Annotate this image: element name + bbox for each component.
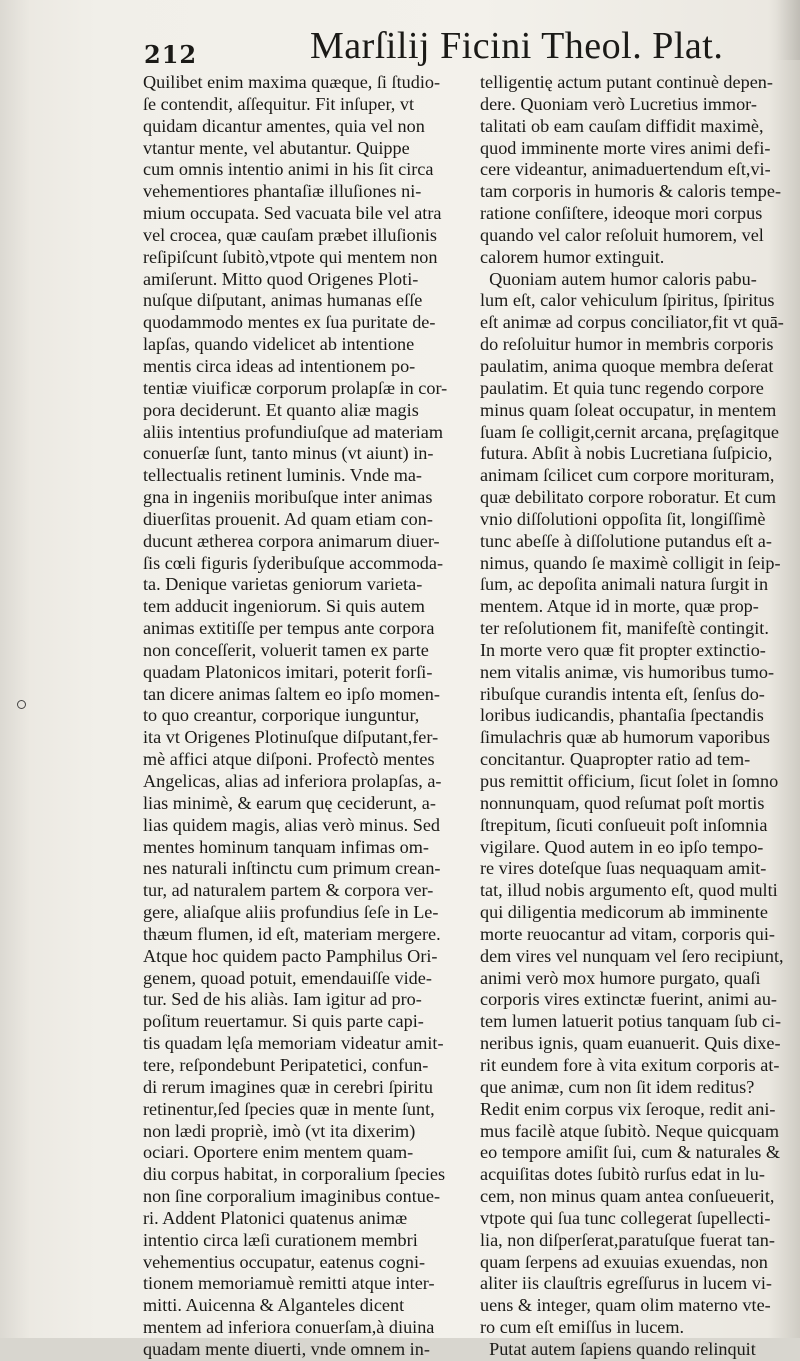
text-line: rit eundem fore à vita exitum corporis at- — [480, 1054, 780, 1075]
text-line: lias minimè, & earum quę ceciderunt, a- — [143, 792, 436, 813]
text-line: calorem humor extinguit. — [480, 246, 665, 267]
text-line: tellectualis retinent luminis. Vnde ma- — [143, 465, 422, 486]
page-header — [140, 18, 800, 68]
text-line: eo tempore amiſit ſui, cum & naturales & — [480, 1142, 781, 1163]
text-line: vehementiores phantaſiæ illuſiones ni- — [143, 181, 422, 202]
text-line: lia, non diſperſerat,paratuſque fuerat tan- — [480, 1229, 775, 1250]
text-line: quodammodo mentes ex ſua puritate de- — [143, 312, 436, 333]
gutter-shadow — [0, 0, 30, 1338]
text-line: Angelicas, alias ad inferiora prolapſas, a- — [143, 771, 442, 791]
text-line: gere, aliaſque aliis profundius ſeſe in Le- — [143, 902, 439, 923]
text-line: ter reſolutionem fit, manifeſtè contingit. — [480, 618, 769, 639]
text-line: quæ debilitato corpore roboratur. Et cum — [480, 487, 776, 508]
text-line: neribus ignis, quam euanuerit. Quis dixe- — [480, 1033, 781, 1054]
text-line: tentiæ viuificæ corporum prolapſæ in cor- — [143, 377, 448, 398]
text-line: quadam mente diuerti, vnde omnem in- — [143, 1338, 430, 1359]
text-line: qui diligentia medicorum ab imminente — [480, 902, 768, 923]
text-line: re vires doteſque ſuas nequaquam amit- — [480, 858, 767, 879]
text-line: ta. Denique varietas geniorum varieta- — [143, 574, 423, 595]
text-line: ro cum eſt emiſſus in lucem. — [480, 1317, 685, 1338]
text-line: uens & integer, quam olim materno vte- — [480, 1295, 771, 1316]
text-line: mentis circa ideas ad intentionem po- — [143, 355, 416, 376]
text-line: ita vt Origenes Plotinuſque diſputant,fer- — [143, 727, 439, 748]
text-line: tan dicere animas ſaltem eo ipſo momen- — [143, 683, 440, 704]
text-line: diu corpus habitat, in corporalium ſpecies — [143, 1164, 446, 1185]
text-line: ſis cœli figuris ſyderibuſque accommoda- — [143, 552, 444, 573]
text-line: loribus iudicandis, phantaſia ſpectandis — [480, 705, 764, 726]
text-line: vnio diſſolutioni oppoſita ſit, longiſſimè — [480, 508, 766, 529]
text-line: vtantur mente, vel abutantur. Quippe — [143, 137, 410, 158]
text-line: animas extitiſſe per tempus ante corpora — [143, 618, 435, 639]
text-line: ratione conſiſtere, ideoque mori corpus — [480, 203, 763, 224]
text-line: ſum, ac depoſita animali natura ſurgit in — [480, 574, 769, 595]
text-line: vtpote qui ſua tunc collegerat ſupellecti- — [480, 1207, 771, 1228]
text-line: ſimulachris quæ ab humorum vaporibus — [480, 727, 770, 748]
text-line: non conceſſerit, voluerit tamen ex parte — [143, 639, 429, 660]
text-line: mentem ad inferiora conuerſam,à diuina — [143, 1317, 435, 1338]
text-line: mentem. Atque id in morte, quæ prop- — [480, 596, 759, 617]
text-line: animam ſcilicet cum corpore morituram, — [480, 465, 775, 486]
text-line: animi verò mox humore purgato, quaſi — [480, 967, 761, 988]
text-line: paulatim. Et quia tunc regendo corpore — [480, 377, 764, 398]
right-text-column — [480, 72, 800, 1361]
text-line: mentes hominum tanquam infimas om- — [143, 836, 429, 857]
text-line: quando vel calor reſoluit humorem, vel — [480, 224, 764, 245]
text-line: pora deciderunt. Et quanto aliæ magis — [143, 399, 419, 420]
text-line: quod imminente morte vires animi defi- — [480, 137, 771, 158]
text-line: Quilibet enim maxima quæque, ſi ſtudio- — [143, 72, 441, 92]
text-line: cum omnis intentio animi in his ſit circa — [143, 159, 434, 180]
text-line: quam ſerpens ad exuuias exuendas, non — [480, 1251, 768, 1272]
text-line: futura. Abſit à nobis Lucretiana ſuſpicio, — [480, 443, 773, 464]
text-line: lapſas, quando videlicet ab intentione — [143, 334, 415, 355]
text-line: vel crocea, quæ cauſam præbet illuſionis — [143, 224, 437, 245]
text-line: talitati ob eam cauſam diffidit maximè, — [480, 115, 764, 136]
text-line: do reſoluitur humor in membris corporis — [480, 334, 774, 355]
text-line: vehementius occupatur, eatenus cogni- — [143, 1251, 426, 1272]
text-line: Redit enim corpus vix ſeroque, redit ani- — [480, 1098, 776, 1119]
text-line: mè affici atque diſponi. Profectò mentes — [143, 749, 435, 770]
text-line: dem vires vel nunquam vel ſero recipiunt, — [480, 945, 784, 966]
text-line: ribuſque curandis intenta eſt, ſenſus do- — [480, 683, 765, 704]
text-line: thæum flumen, id eſt, materiam mergere. — [143, 923, 441, 944]
text-line: nuſque diſputant, animas humanas eſſe — [143, 290, 423, 311]
text-line: acquiſitas dotes ſubitò rurſus edat in lu- — [480, 1164, 765, 1185]
text-line: que animæ, cum non ſit idem reditus? — [480, 1076, 755, 1097]
text-line: morte reuocantur ad vitam, corporis qui- — [480, 923, 775, 944]
text-line: diuerſitas prouenit. Ad quam etiam con- — [143, 508, 433, 529]
text-line: tam corporis in humoris & caloris tempe- — [480, 181, 782, 202]
text-line: tunc abeſſe à diſſolutione putandus eſt a- — [480, 530, 772, 551]
left-text-column — [143, 72, 463, 1361]
running-title: Marſilij Ficini Theol. Plat. — [310, 25, 724, 67]
text-line: tem adducit ingeniorum. Si quis autem — [143, 596, 425, 617]
text-line: nem vitalis animæ, vis humoribus tumo- — [480, 661, 775, 682]
text-line: Quoniam autem humor caloris pabu- — [480, 268, 757, 289]
text-line: nimus, quando ſe maximè colligit in ſeip- — [480, 552, 781, 573]
text-line: tionem memoriamuè remitti atque inter- — [143, 1273, 435, 1294]
text-line: minus quam ſoleat occupatur, in mentem — [480, 399, 777, 420]
text-line: aliter iis clauſtris egreſſurus in lucem vi- — [480, 1273, 772, 1294]
margin-ring-mark — [17, 700, 26, 709]
text-line: tem lumen latuerit potius tanquam ſub ci- — [480, 1011, 782, 1032]
text-line: nonnunquam, quod reſumat poſt mortis — [480, 792, 765, 813]
text-line: mus facilè atque ſubitò. Neque quicquam — [480, 1120, 779, 1141]
text-line: cem, non minus quam antea conſueuerit, — [480, 1186, 775, 1207]
text-line: amiſerunt. Mitto quod Origenes Ploti- — [143, 268, 419, 289]
text-line: eſt animæ ad corpus conciliator,fit vt quā- — [480, 312, 784, 333]
text-line: dere. Quoniam verò Lucretius immor- — [480, 93, 757, 114]
text-line: tur, ad naturalem partem & corpora ver- — [143, 880, 434, 901]
text-line: ſtrepitum, ſicuti conſueuit poſt inſomnia — [480, 814, 768, 835]
text-line: In morte vero quæ fit propter extinctio- — [480, 639, 766, 660]
text-line: reſipiſcunt ſubitò,vtpote qui mentem non — [143, 246, 438, 267]
text-line: paulatim, anima quoque membra deſerat — [480, 355, 774, 376]
text-line: mitti. Auicenna & Alganteles dicent — [143, 1295, 405, 1316]
text-line: Atque hoc quidem pacto Pamphilus Ori- — [143, 945, 438, 966]
text-line: gna in ingeniis moribuſque inter animas — [143, 487, 433, 508]
text-line: tere, reſpondebunt Peripatetici, confun- — [143, 1054, 429, 1075]
text-line: telligentię actum putant continuè depen- — [480, 72, 773, 92]
text-line: nes naturali inſtinctu cum primum crean- — [143, 858, 441, 879]
text-line: retinentur,ſed ſpecies quæ in mente ſunt, — [143, 1098, 435, 1119]
text-line: lum eſt, calor vehiculum ſpiritus, ſpiritus — [480, 290, 775, 311]
text-line: tur. Sed de his aliàs. Iam igitur ad pro- — [143, 989, 422, 1010]
text-line: ſe contendit, aſſequitur. Fit inſuper, vt — [143, 93, 415, 114]
text-line: aliis intentius profundiuſque ad materiam — [143, 421, 444, 442]
text-line: quadam Platonicos imitari, poterit forſi- — [143, 661, 433, 682]
text-line: vigilare. Quod autem in eo ipſo tempo- — [480, 836, 764, 857]
text-line: to quo creantur, corporique iunguntur, — [143, 705, 420, 726]
text-line: poſitum reuertamur. Si quis parte capi- — [143, 1011, 424, 1032]
text-line: Putat autem ſapiens quando relinquit — [480, 1338, 756, 1359]
text-line: tat, illud nobis argumento eſt, quod multi — [480, 880, 778, 901]
text-line: ducunt ætherea corpora animarum diuer- — [143, 530, 440, 551]
text-line: intentio circa læſi curationem membri — [143, 1229, 418, 1250]
text-line: ſuam ſe colligit,cernit arcana, pręſagitque — [480, 421, 779, 442]
text-line: corporis vires extinctæ fuerint, animi au- — [480, 989, 777, 1010]
page-number: 212 — [144, 40, 198, 69]
text-line: genem, quoad potuit, emendauiſſe vide- — [143, 967, 432, 988]
text-line: mium occupata. Sed vacuata bile vel atra — [143, 203, 442, 224]
text-line: non lædi propriè, imò (vt ita dixerim) — [143, 1120, 416, 1141]
text-line: non ſine corporalium imaginibus contue- — [143, 1186, 440, 1207]
text-line: quidam dicantur amentes, quia vel non — [143, 115, 425, 136]
text-line: concitantur. Quapropter ratio ad tem- — [480, 749, 751, 770]
text-line: pus remittit officium, ſicut ſolet in ſomno — [480, 771, 779, 791]
text-line: di rerum imagines quæ in cerebri ſpiritu — [143, 1076, 433, 1097]
text-line: lias quidem magis, alias verò minus. Sed — [143, 814, 441, 835]
text-line: tis quadam lęſa memoriam videatur amit- — [143, 1033, 444, 1054]
text-line: ri. Addent Platonici quatenus animæ — [143, 1207, 408, 1228]
text-line: ociari. Oportere enim mentem quam- — [143, 1142, 414, 1163]
text-line: cere videantur, animaduertendum eſt,vi- — [480, 159, 771, 180]
text-line: conuerſæ ſunt, tanto minus (vt aiunt) in- — [143, 443, 434, 464]
